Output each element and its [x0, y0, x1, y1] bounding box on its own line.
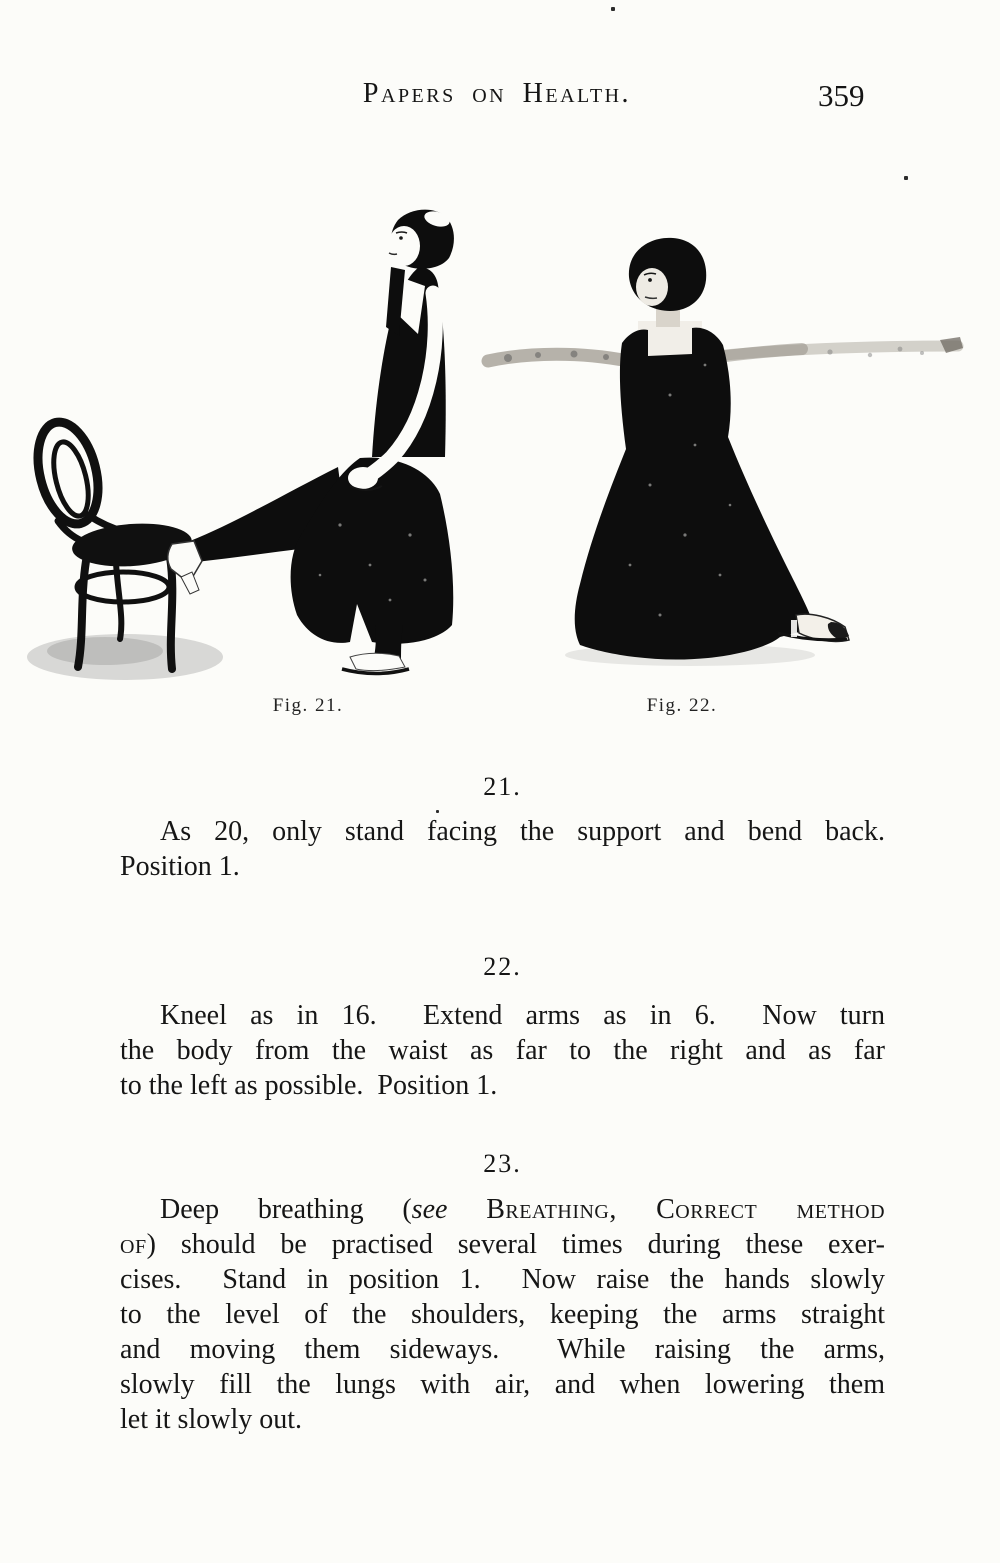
text-line: Deep breathing (see Breathing, Correct method	[160, 1194, 886, 1225]
section-21-heading: 21.	[483, 772, 522, 801]
figure-22-photo	[480, 235, 965, 685]
figure-21-caption: Fig. 21.	[272, 695, 344, 716]
running-header-title: Papers on Health.	[362, 78, 632, 109]
exercising-woman	[168, 209, 454, 674]
text-line: to the left as possible. Position 1.	[120, 1070, 498, 1101]
text-line: of) should be practised several times during these exer-	[120, 1229, 885, 1260]
scan-speck	[611, 7, 615, 11]
section-23-heading: 23.	[483, 1149, 522, 1178]
scan-speck	[436, 810, 439, 813]
text-line: and moving them sideways. While raising the arms,	[120, 1334, 885, 1365]
text-line: to the level of the shoulders, keeping the arms straight	[120, 1299, 885, 1330]
section-23-paragraph	[120, 1192, 885, 1437]
text-line: the body from the waist as far to the right and as far	[120, 1035, 885, 1066]
figure-21-photo	[20, 205, 460, 690]
page-number: 359	[818, 78, 865, 113]
text-line: Position 1.	[120, 851, 240, 882]
scan-speck	[904, 176, 908, 180]
text-line: As 20, only stand facing the support and bend back.	[160, 816, 885, 847]
section-21-paragraph	[120, 814, 885, 884]
text-line: let it slowly out.	[120, 1404, 302, 1435]
section-22-paragraph	[120, 998, 885, 1103]
text-line: Kneel as in 16. Extend arms as in 6. Now turn	[160, 1000, 885, 1031]
kneeling-woman	[488, 238, 963, 660]
text-line: slowly fill the lungs with air, and when lowering them	[120, 1369, 885, 1400]
figure-22-caption: Fig. 22.	[646, 695, 718, 716]
section-22-heading: 22.	[483, 952, 522, 981]
text-line: cises. Stand in position 1. Now raise the hands slowly	[120, 1264, 885, 1295]
